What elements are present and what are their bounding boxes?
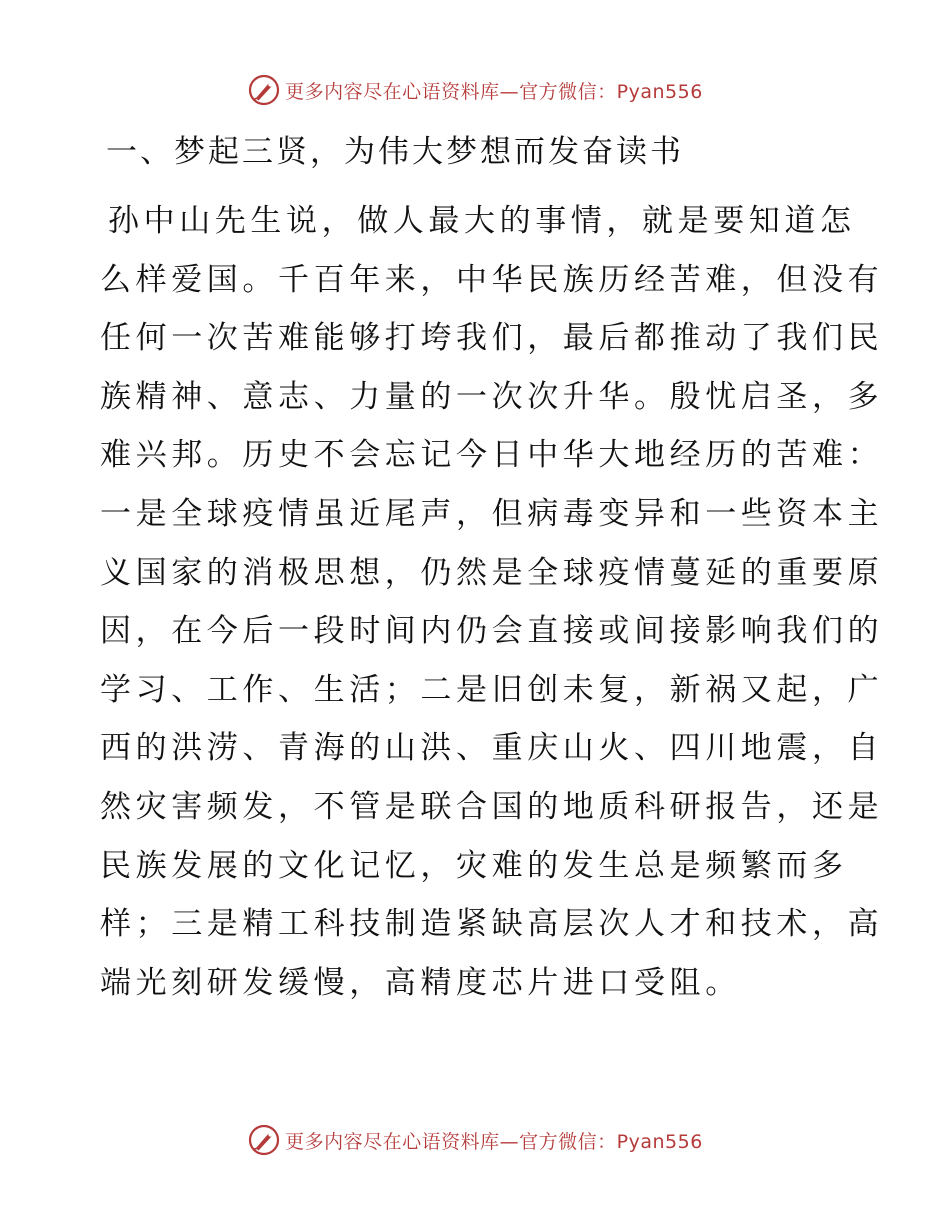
- body-paragraph: [100, 198, 884, 1018]
- paragraph-line: 然灾害频发，不管是联合国的地质科研报告，还是: [100, 788, 884, 825]
- paragraph-line: 一是全球疫情虽近尾声，但病毒变异和一些资本主: [100, 495, 884, 532]
- paragraph-line: 民族发展的文化记忆，灾难的发生总是频繁而多: [100, 847, 848, 884]
- paragraph-line: 因，在今后一段时间内仍会直接或间接影响我们的: [100, 613, 884, 650]
- paragraph-line: 难兴邦。历史不会忘记今日中华大地经历的苦难：: [100, 437, 884, 474]
- paragraph-line: 西的洪涝、青海的山洪、重庆山火、四川地震，自: [100, 730, 884, 767]
- footer-watermark: [0, 1122, 950, 1158]
- paragraph-line: 学习、工作、生活；二是旧创未复，新祸又起，广: [100, 671, 884, 708]
- paragraph-line: 端光刻研发缓慢，高精度芯片进口受阻。: [100, 964, 741, 1001]
- watermark-text: 更多内容尽在心语资料库—官方微信：Pyan556: [285, 1130, 703, 1153]
- paragraph-line: 义国家的消极思想，仍然是全球疫情蔓延的重要原: [100, 554, 884, 591]
- paragraph-line: 么样爱国。千百年来，中华民族历经苦难，但没有: [100, 261, 884, 298]
- section-heading: 一、梦起三贤，为伟大梦想而发奋读书: [106, 134, 684, 170]
- pen-nib-logo-icon: [247, 73, 281, 107]
- paragraph-line: 族精神、意志、力量的一次次升华。殷忧启圣，多: [100, 378, 884, 415]
- watermark-text: 更多内容尽在心语资料库—官方微信：Pyan556: [285, 80, 703, 103]
- header-watermark: [0, 72, 950, 108]
- pen-nib-logo-icon: [247, 1123, 281, 1157]
- paragraph-line: 孙中山先生说，做人最大的事情，就是要知道怎: [108, 203, 856, 239]
- paragraph-line: 样；三是精工科技制造紧缺高层次人才和技术，高: [100, 906, 884, 943]
- paragraph-line: 任何一次苦难能够打垮我们，最后都推动了我们民: [100, 320, 884, 357]
